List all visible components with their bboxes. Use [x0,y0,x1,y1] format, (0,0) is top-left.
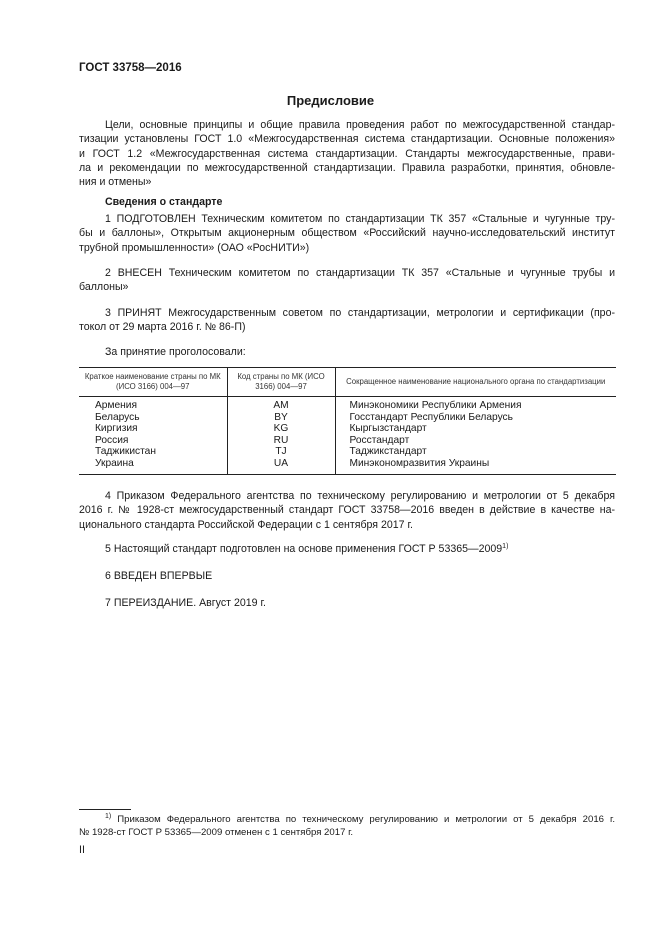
cell-body: Минэкономразвития Украины [349,457,490,469]
footnote-divider [79,809,131,810]
text-line: трубной промышленности» (ОАО «РосНИТИ») [79,241,310,254]
text-line [79,542,615,556]
cell-country: Россия [95,434,129,446]
text-line: и ГОСТ 1.2 «Межгосударственная система стандартизации. Стандарты межгосударственные, прави- [79,147,615,160]
item-5-paragraph [79,542,615,556]
text-line: ционального стандарта Российской Федерации с 1 сентября 2017 г. [79,518,413,531]
cell-body: Госстандарт Республики Беларусь [349,411,513,423]
page-title: Предисловие [286,93,375,108]
text-line: 2 ВНЕСЕН Техническим комитетом по стандартизации ТК 357 «Стальные и чугунные трубы и [105,267,615,279]
country-column [79,397,227,475]
cell-body: Росстандарт [349,434,410,446]
item-1-paragraph [79,212,615,255]
text-line [79,813,615,826]
intro-paragraph [79,118,615,189]
table-header-row [79,368,616,397]
footnote-mark: 1) [105,813,112,820]
item-6-paragraph [79,569,615,583]
cell-code: BY [274,411,288,423]
vote-label: За принятие проголосовали: [105,346,246,358]
cell-country: Армения [95,400,137,411]
text-line: 2016 г. № 1928-ст межгосударственный стандарт ГОСТ 33758—2016 введен в действие в качестве на- [79,504,615,517]
item-4-paragraph [79,489,615,532]
cell-country: Украина [95,457,134,469]
cell-country: Таджикистан [95,446,156,458]
body-column [335,397,616,475]
cell-body: Кыргызстандарт [349,423,427,435]
text-line: бы и баллоны», Открытым акционерным обществом «Российский научно-исследовательский институт [79,227,615,240]
text-line: № 1928-ст ГОСТ Р 53365—2009 отменен с 1 сентября 2017 г. [79,827,354,838]
cell-country: Беларусь [95,411,140,423]
text-line: токол от 29 марта 2016 г. № 86-П) [79,321,246,334]
header-code: Код страны по МК (ИСО 3166) 004—97 [227,368,335,397]
text-line: 4 Приказом Федерального агентства по техническому регулированию и метрологии от 5 декабря [105,490,615,502]
cell-code: TJ [275,446,287,458]
page-number: II [79,844,85,856]
text-line: тизации установлены ГОСТ 1.0 «Межгосударственная система стандартизации. Основные положения» [79,133,615,146]
item-3-paragraph [79,306,615,335]
text-line: ла и рекомендации по межгосударственной стандартизации. Правила разработки, принятия, обновле- [79,161,615,174]
footnote-reference[interactable]: 1) [502,543,509,550]
section-subheading: Сведения о стандарте [105,196,223,208]
text-line: 3 ПРИНЯТ Межгосударственным советом по стандартизации, метрологии и сертификации (про- [105,307,615,319]
header-body: Сокращенное наименование национального органа по стандартизации [335,368,616,397]
item-5-text: 5 Настоящий стандарт подготовлен на основе применения ГОСТ Р 53365—2009 [105,543,503,555]
document-header: ГОСТ 33758—2016 [79,62,182,74]
cell-code: KG [273,423,289,435]
text-line: баллоны» [79,281,129,294]
footnote-text: Приказом Федерального агентства по техническому регулированию и метрологии от 5 декабря 2016 г. [117,814,616,825]
cell-body: Таджикстандарт [349,446,427,458]
voting-table [79,367,616,475]
item-2-paragraph [79,266,615,295]
footnote [79,813,615,839]
text-line: 6 ВВЕДЕН ВПЕРВЫЕ [105,570,213,582]
item-7-paragraph [79,596,615,610]
cell-country: Киргизия [95,423,138,435]
code-column [227,397,335,475]
cell-body: Минэкономики Республики Армения [349,400,522,411]
cell-code: UA [273,457,289,469]
table-row [79,397,616,475]
text-line: 1 ПОДГОТОВЛЕН Техническим комитетом по стандартизации ТК 357 «Стальные и чугунные тру- [105,213,615,225]
cell-code: RU [273,434,289,446]
header-country: Краткое наименование страны по МК (ИСО 3166) 004—97 [79,368,227,397]
text-line: 7 ПЕРЕИЗДАНИЕ. Август 2019 г. [105,597,266,609]
text-line: ния и отмены» [79,176,152,189]
text-line: Цели, основные принципы и общие правила проведения работ по межгосударственной стандар- [105,119,615,131]
cell-code: AM [273,400,289,411]
